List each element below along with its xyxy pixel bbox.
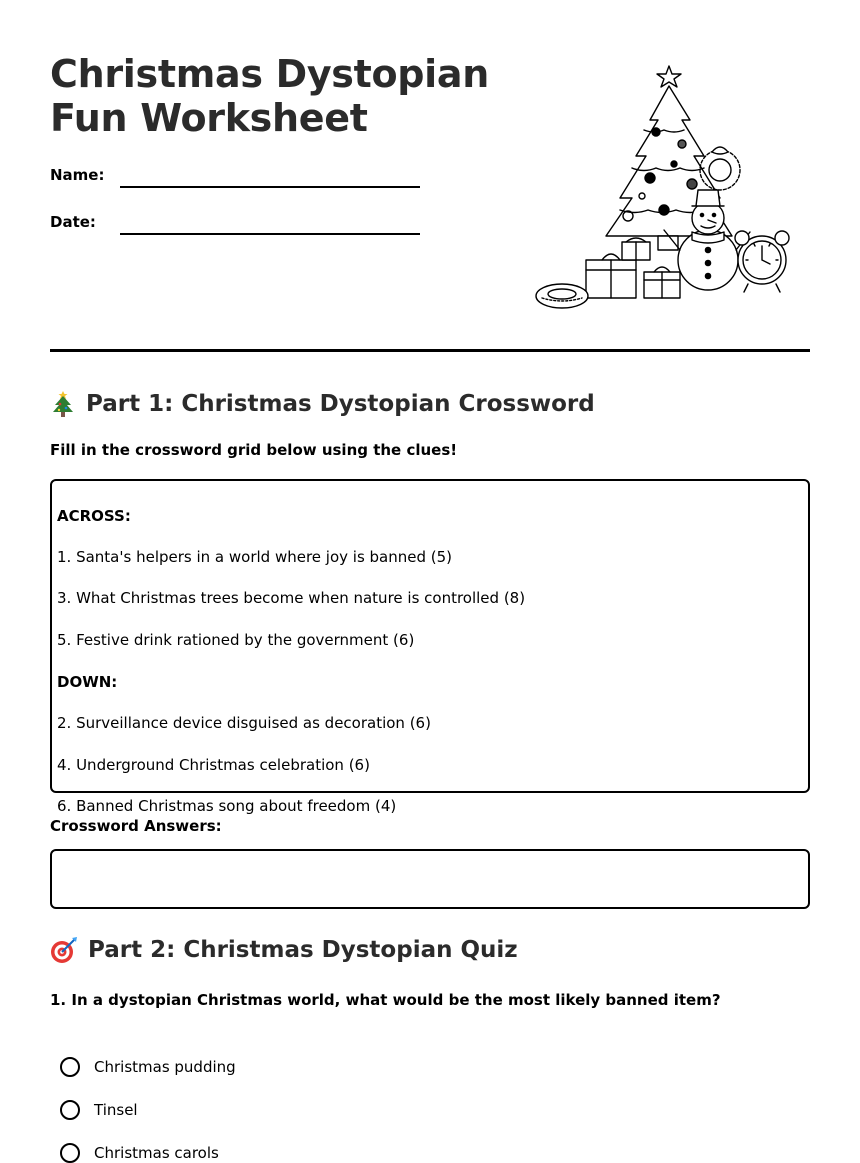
- option-label: Tinsel: [94, 1101, 138, 1119]
- down-clue: 2. Surveillance device disguised as decoration (6): [57, 714, 431, 732]
- radio-button[interactable]: [60, 1100, 80, 1120]
- down-label: DOWN:: [57, 673, 118, 691]
- quiz-option[interactable]: [60, 1143, 219, 1163]
- name-label: Name:: [50, 166, 105, 184]
- crossword-answers-field[interactable]: [50, 849, 810, 909]
- crossword-answers-label: Crossword Answers:: [50, 817, 222, 835]
- section-divider: [50, 349, 810, 352]
- part1-heading-text: Part 1: Christmas Dystopian Crossword: [86, 391, 595, 417]
- title-line-1: Christmas Dystopian: [50, 52, 490, 96]
- across-clue: 5. Festive drink rationed by the government (6): [57, 631, 415, 649]
- christmas-tree-icon: [50, 390, 76, 418]
- radio-button[interactable]: [60, 1143, 80, 1163]
- option-label: Christmas pudding: [94, 1058, 236, 1076]
- quiz-question-1: 1. In a dystopian Christmas world, what would be the most likely banned item?: [50, 991, 721, 1009]
- across-label: ACROSS:: [57, 507, 131, 525]
- radio-button[interactable]: [60, 1057, 80, 1077]
- option-label: Christmas carols: [94, 1144, 219, 1162]
- quiz-option[interactable]: [60, 1057, 236, 1077]
- part2-heading-text: Part 2: Christmas Dystopian Quiz: [88, 937, 518, 963]
- part2-heading: [50, 936, 518, 964]
- target-dart-icon: [50, 936, 78, 964]
- worksheet-title: [50, 52, 489, 140]
- crossword-instruction: Fill in the crossword grid below using the clues!: [50, 441, 458, 459]
- name-field[interactable]: [120, 186, 420, 188]
- across-clue: 1. Santa's helpers in a world where joy is banned (5): [57, 548, 453, 566]
- down-clue: 6. Banned Christmas song about freedom (4): [57, 797, 397, 815]
- date-label: Date:: [50, 213, 96, 231]
- quiz-option[interactable]: [60, 1100, 138, 1120]
- christmas-tree-snowman-clock-icon: [532, 60, 797, 318]
- title-line-2: Fun Worksheet: [50, 96, 368, 140]
- across-clue: 3. What Christmas trees become when nature is controlled (8): [57, 589, 526, 607]
- down-clue: 4. Underground Christmas celebration (6): [57, 756, 370, 774]
- date-field[interactable]: [120, 233, 420, 235]
- part1-heading: [50, 390, 595, 418]
